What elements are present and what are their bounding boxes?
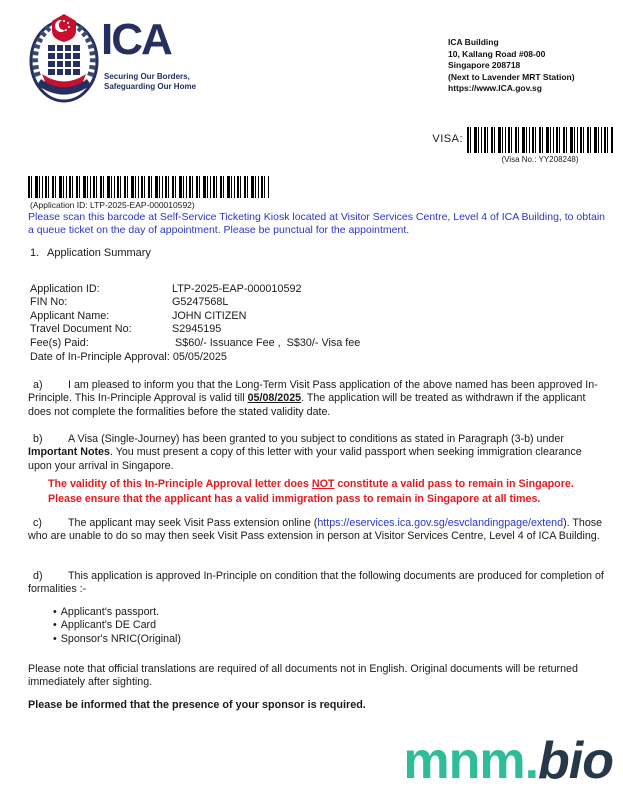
- summary-row-travel-document-no: [30, 323, 360, 336]
- paragraph-body: [28, 379, 598, 418]
- ica-tagline: [104, 72, 196, 92]
- paragraph-c: [28, 517, 606, 544]
- field-value: S2945195: [172, 323, 222, 336]
- watermark-prefix: mnm.: [403, 732, 539, 790]
- visa-number-caption: (Visa No.: YY208248): [501, 155, 579, 164]
- bullet-icon: •: [53, 606, 57, 618]
- sponsor-presence-note: Please be informed that the presence of your sponsor is required.: [28, 699, 366, 711]
- visa-barcode-icon: [467, 127, 613, 153]
- ica-wordmark: ICA: [101, 15, 171, 64]
- paragraph-body: [28, 517, 602, 542]
- summary-row-applicant-name: [30, 310, 360, 323]
- address-block: [448, 37, 575, 95]
- field-value: G5247568L: [172, 296, 229, 309]
- ica-emblem-icon: [28, 12, 100, 104]
- field-value: S$60/- Issuance Fee , S$30/- Visa fee: [172, 336, 361, 349]
- text-segment: I am pleased to inform you that the Long-Term Visit Pass application of the above named has been approved In-Principle. This In-Principle Approval is valid till: [28, 379, 598, 405]
- list-item-text: Applicant's DE Card: [60, 619, 157, 632]
- summary-row-fin-no: [30, 296, 360, 309]
- paragraph-marker: d): [33, 570, 43, 582]
- mnm-bio-watermark: [403, 732, 613, 790]
- field-label: Applicant Name:: [30, 309, 110, 322]
- list-item: [53, 606, 181, 619]
- summary-row-fees-paid: [30, 337, 360, 350]
- field-label: Fee(s) Paid:: [30, 336, 89, 349]
- address-line: ICA Building: [448, 37, 499, 47]
- address-line: Singapore 208718: [448, 60, 521, 70]
- paragraph-marker: b): [33, 433, 43, 445]
- field-value: JOHN CITIZEN: [172, 309, 247, 322]
- field-label: Application ID:: [30, 283, 100, 295]
- text-segment: The applicant may seek Visit Pass extension online (: [68, 517, 318, 529]
- text-segment: NOT: [311, 478, 335, 490]
- eservices-extension-link[interactable]: https://eservices.ica.gov.sg/esvclandingpage/extend: [317, 517, 564, 529]
- field-label: FIN No:: [30, 296, 68, 309]
- text-segment: . You must present a copy of this letter with your valid passport when seeking immigration clearance upon your arrival in Singapore.: [28, 446, 582, 472]
- paragraph-marker: a): [33, 379, 43, 391]
- text-segment: constitute a valid pass to remain in Singapore. Please ensure that the applicant has a valid immigration pass to remain in Singapore at all times.: [48, 478, 574, 505]
- heading-number: 1.: [30, 247, 40, 259]
- paragraph-marker: c): [33, 517, 42, 529]
- application-barcode-icon: [28, 176, 269, 198]
- tagline-line-1: Securing Our Borders,: [104, 72, 190, 81]
- paragraph-body: [28, 433, 582, 472]
- bullet-icon: •: [53, 619, 57, 632]
- address-line: 10, Kallang Road #08-00: [448, 48, 546, 59]
- text-segment: The validity of this In-Principle Approval letter does: [48, 478, 312, 490]
- application-id-caption: (Application ID: LTP-2025-EAP-000010592): [30, 200, 195, 210]
- summary-row-application-id: [30, 283, 360, 296]
- bullet-icon: •: [53, 632, 57, 645]
- paragraph-b: [28, 433, 606, 473]
- field-value: LTP-2025-EAP-000010592: [172, 283, 302, 295]
- text-segment: 05/08/2025: [247, 392, 302, 405]
- text-segment: . The application will be treated as withdrawn if the applicant does not complete the formalities before the stated validity date.: [28, 392, 586, 418]
- approval-date-line: Date of In-Principle Approval: 05/05/2025: [30, 350, 227, 363]
- validity-warning-text: [48, 477, 588, 506]
- list-item-text: Applicant's passport.: [60, 606, 160, 618]
- visa-label: VISA:: [432, 133, 463, 145]
- kiosk-instruction-note: Please scan this barcode at Self-Service Ticketing Kiosk located at Visitor Services Centre, Level 4 of ICA Building, to obtain a queue ticket on the day of appointment. Please be punctual for the appointment.: [28, 211, 606, 236]
- text-segment: Important Notes: [28, 446, 110, 459]
- watermark-suffix: bio: [538, 732, 613, 790]
- text-segment: ). Those who are unable to do so may then seek Visit Pass extension in person at Visitor Services Centre, Level 4 of ICA Building.: [28, 517, 603, 543]
- field-label: Travel Document No:: [30, 323, 132, 336]
- paragraph-d: [28, 570, 606, 597]
- list-item-text: Sponsor's NRIC(Original): [60, 632, 181, 645]
- address-line: (Next to Lavender MRT Station): [448, 71, 575, 82]
- translations-note: Please note that official translations are required of all documents not in English. Original documents will be returned immediately after sighting.: [28, 663, 578, 689]
- application-summary-heading: [30, 247, 151, 259]
- heading-text: Application Summary: [47, 247, 151, 259]
- text-segment: A Visa (Single-Journey) has been granted to you subject to conditions as stated in Paragraph (3-b) under: [68, 433, 564, 445]
- list-item: [53, 619, 181, 632]
- application-summary-table: [30, 283, 360, 364]
- list-item: [53, 633, 181, 646]
- required-documents-list: [53, 606, 181, 646]
- text-segment: This application is approved In-Principle on condition that the following documents are produced for completion of formalities :-: [28, 570, 604, 596]
- paragraph-a: [28, 379, 606, 419]
- paragraph-body: [28, 570, 604, 595]
- tagline-line-2: Safeguarding Our Home: [104, 82, 197, 91]
- address-website: https://www.ICA.gov.sg: [448, 83, 542, 93]
